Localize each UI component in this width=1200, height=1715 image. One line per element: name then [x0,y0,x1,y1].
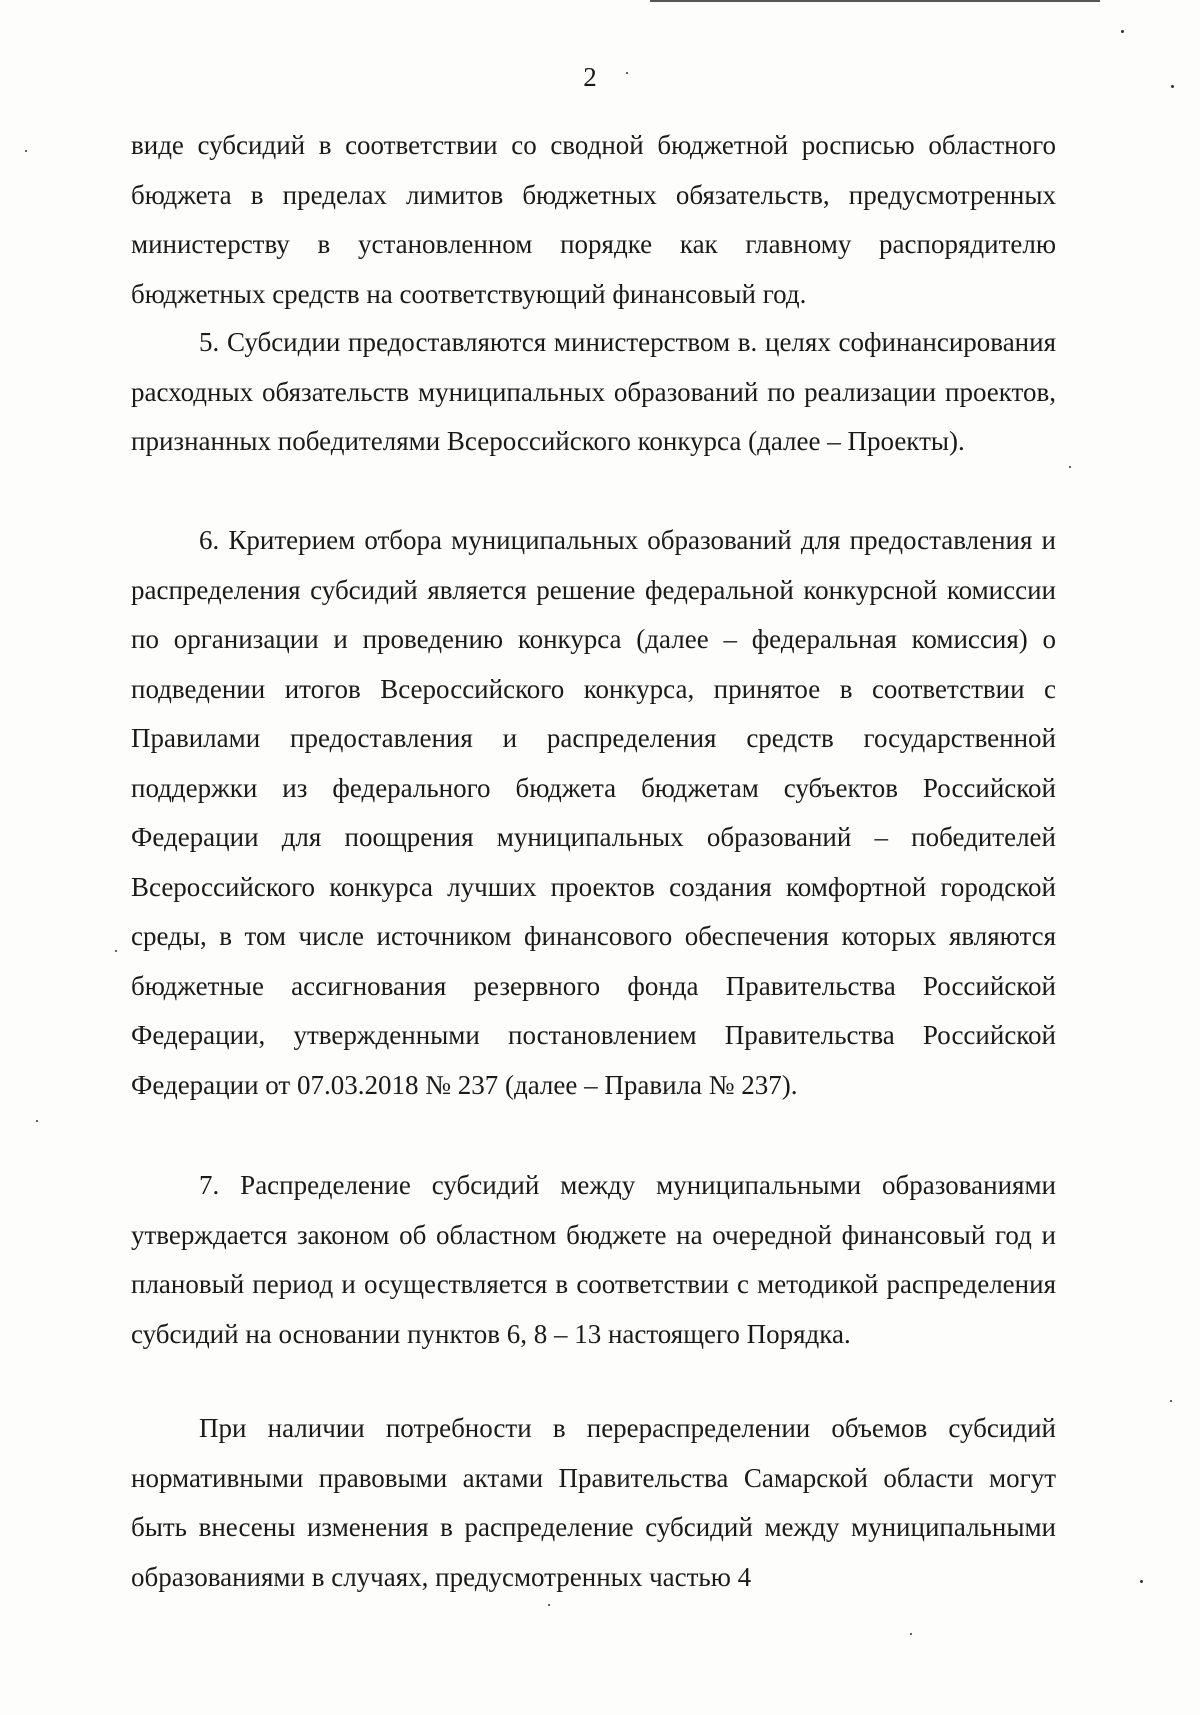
paragraph-item-6 [131,516,1056,1110]
scan-speck [1069,466,1071,468]
paragraph-text: 7. Распределение субсидий между муниципальными образованиями утверждается законом об областном бюджете на очередной финансовый год и плановый период и осуществляется в соответствии с методикой распределения субсидий на основании пунктов 6, 8 – 13 настоящего Порядка. [131,1170,1056,1349]
scan-speck [548,1604,550,1606]
scan-speck [626,72,628,74]
page-number: 2 [583,62,597,92]
scan-speck [910,1633,912,1635]
scan-speck [115,950,117,952]
scan-speck [25,150,27,152]
paragraph-redistribution [131,1404,1056,1602]
paragraph-continuation [131,121,1056,319]
paragraph-text: При наличии потребности в перераспределении объемов субсидий нормативными правовыми актами Правительства Самарской области могут быть внесены изменения в распределение субсидий между муниципальными образованиями в случаях, предусмотренных частью 4 [131,1413,1056,1592]
paragraph-text: виде субсидий в соответствии со сводной бюджетной росписью областного бюджета в пределах лимитов бюджетных обязательств, предусмотренных министерству в установленном порядке как главному распорядителю бюджетных средств на соответствующий финансовый год. [131,130,1056,309]
scan-speck [1140,1580,1143,1583]
paragraph-text: 5. Субсидии предоставляются министерством в. целях софинансирования расходных обязательств муниципальных образований по реализации проектов, признанных победителями Всероссийского конкурса (далее – Проекты). [131,327,1056,456]
scan-speck [1121,30,1124,33]
paragraph-text: 6. Критерием отбора муниципальных образований для предоставления и распределения субсидий является решение федеральной конкурсной комиссии по организации и проведению конкурса (далее – федеральная комиссия) о подведении итогов Всероссийского конкурса, принятое в соответствии с Правилами предоставления и распределения средств государственной поддержки из федерального бюджета бюджетам субъектов Российской Федерации для поощрения муниципальных образований – победителей Всероссийского конкурса лучших проектов создания комфортной городской среды, в том числе источником финансового обеспечения которых являются бюджетные ассигнования резервного фонда Правительства Российской Федерации, утвержденными постановлением Правительства Российской Федерации от 07.03.2018 № 237 (далее – Правила № 237). [131,525,1056,1100]
scan-speck [1171,85,1174,88]
scan-speck [1170,1400,1172,1402]
paragraph-item-7 [131,1161,1056,1359]
paragraph-item-5 [131,318,1056,467]
scan-edge-line [650,0,1100,2]
scan-speck [36,1120,38,1122]
